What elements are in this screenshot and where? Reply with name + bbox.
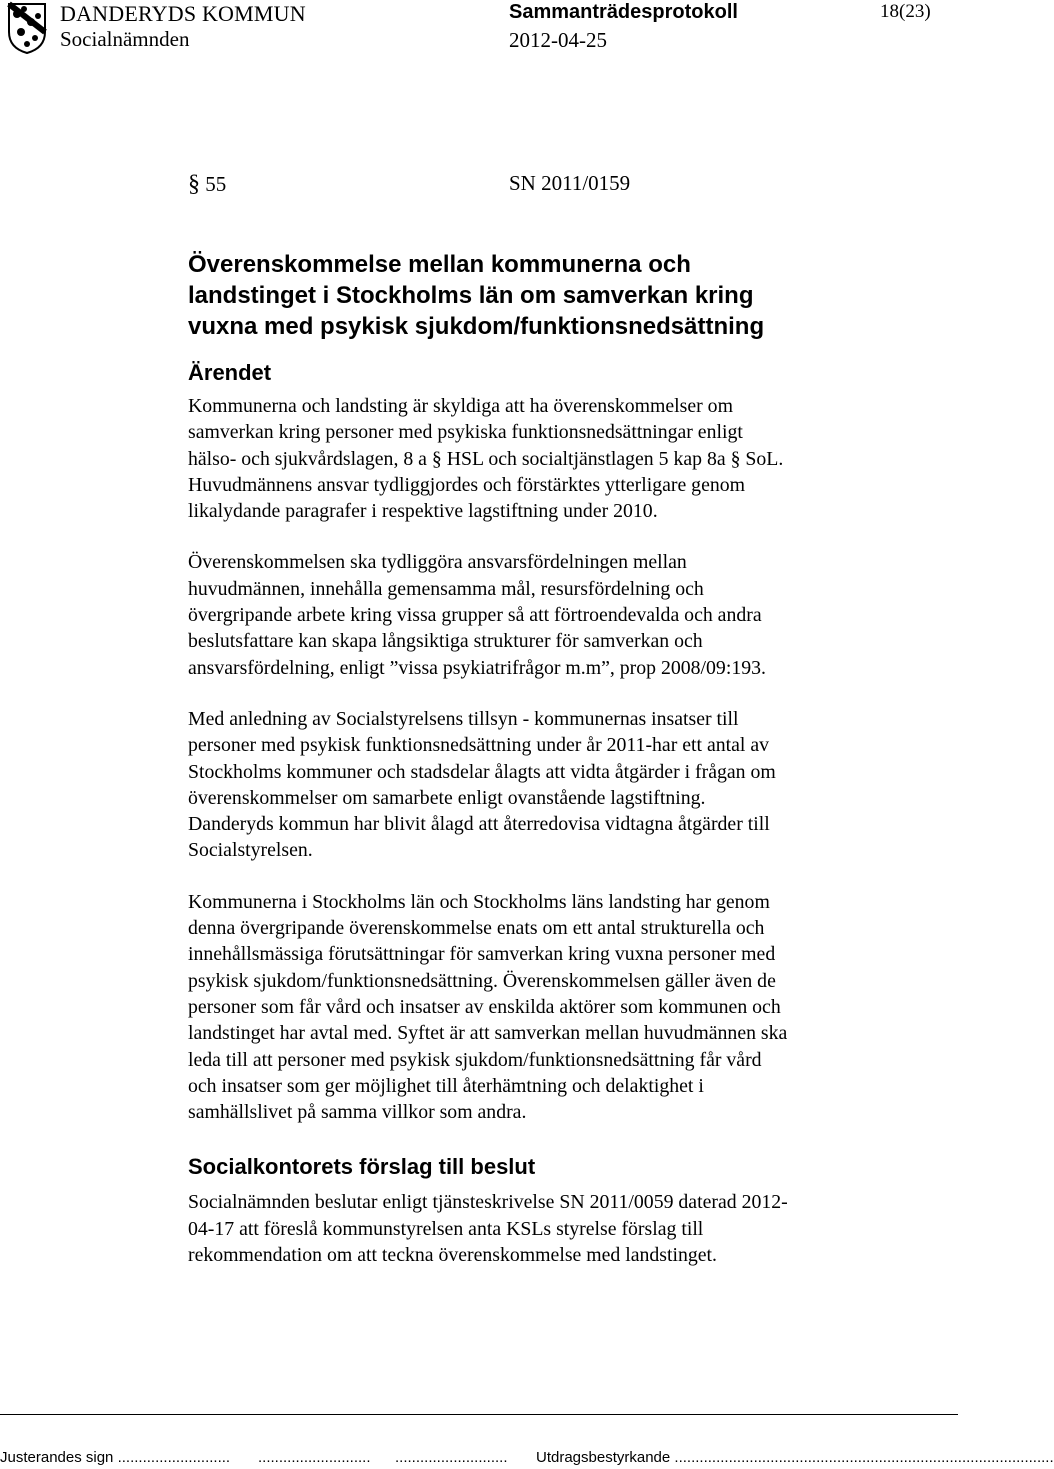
text-line: Huvudmännens ansvar tydliggjordes och förstärktes ytterligare genom — [188, 473, 746, 496]
text-line: Socialstyrelsen. — [188, 839, 313, 862]
text-line: 04-17 att föreslå kommunstyrelsen anta KSLs styrelse förslag till — [188, 1217, 704, 1240]
municipal-coat-of-arms-icon — [7, 2, 47, 54]
body-paragraph — [188, 889, 888, 1126]
text-line: personer med psykisk funktionsnedsättning under år 2011-har ett antal av — [188, 734, 770, 757]
text-line: Kommunerna och landsting är skyldiga att ha överenskommelser om — [188, 395, 733, 417]
text-line: psykisk sjukdom/funktionsnedsättning. Överenskommelsen gäller även de — [188, 969, 776, 992]
text-line: övergripande arbete kring vissa grupper så att förtroendevalda och andra — [188, 604, 762, 627]
text-line: ansvarsfördelning, enligt ”vissa psykiatrifrågor m.m”, prop 2008/09:193. — [188, 656, 766, 679]
text-line: samhällslivet på samma villkor som andra. — [188, 1101, 527, 1124]
case-number: SN 2011/0159 — [509, 171, 631, 195]
body-paragraph — [188, 706, 888, 864]
text-line: personer som får vård och insatser av enskilda aktörer som kommunen och — [188, 995, 781, 1018]
text-line: denna övergripande överenskommelse enats om ett antal strukturella och — [188, 917, 765, 940]
text-line: leda till att personer med psykisk sjukdom/funktionsnedsättning får vård — [188, 1048, 762, 1071]
title-line: Överenskommelse mellan kommunerna och — [188, 251, 691, 278]
paragraph-header — [188, 171, 631, 198]
text-line: landstinget har avtal med. Syftet är att samverkan mellan huvudmännen ska — [188, 1022, 788, 1045]
text-line: beslutsfattare kan skapa långsiktiga strukturer för samverkan och — [188, 630, 703, 653]
paragraph-symbol: § — [188, 171, 200, 197]
text-line: och insatser som ger möjlighet till återhämtning och delaktighet i — [188, 1074, 704, 1097]
text-line: Stockholms kommuner och stadsdelar ålagts att vidta åtgärder i frågan om — [188, 760, 776, 783]
text-line: Kommunerna i Stockholms län och Stockholms läns landsting har genom — [188, 890, 770, 913]
text-line: Socialnämnden beslutar enligt tjänsteskrivelse SN 2011/0059 daterad 2012- — [188, 1191, 788, 1214]
page-number: 18(23) — [880, 1, 931, 22]
justerandes-sign: Justerandes sign ........................... — [0, 1449, 231, 1466]
section-heading-arendet: Ärendet — [188, 360, 272, 385]
text-line: Med anledning av Socialstyrelsens tillsyn - kommunernas insatser till — [188, 707, 739, 730]
text-line: rekommendation om att teckna överenskommelse med landstinget. — [188, 1244, 718, 1267]
title-line: landstinget i Stockholms län om samverkan kring — [188, 282, 754, 309]
title-line: vuxna med psykisk sjukdom/funktionsnedsättning — [188, 313, 765, 340]
text-line: hälso- och sjukvårdslagen, 8 a § HSL och socialtjänstlagen 5 kap 8a § SoL. — [188, 447, 784, 470]
signature-dots: ........................... — [258, 1449, 371, 1466]
section-heading-forslag: Socialkontorets förslag till beslut — [188, 1154, 536, 1180]
text-line: överenskommelser om samarbete enligt ovanstående lagstiftning. — [188, 786, 706, 809]
text-line: likalydande paragrafer i respektive lagstiftning under 2010. — [188, 500, 658, 523]
document-type: Sammanträdesprotokoll — [509, 1, 738, 23]
text-line: innehållsmässiga förutsättningar för samverkan kring vuxna personer med — [188, 943, 776, 966]
page-title — [188, 249, 888, 342]
meeting-date: 2012-04-25 — [509, 28, 607, 52]
decision-paragraph — [188, 1189, 888, 1268]
department-name: Socialnämnden — [60, 27, 190, 51]
body-paragraph — [188, 393, 888, 524]
text-line: Överenskommelsen ska tydliggöra ansvarsfördelningen mellan — [188, 551, 687, 574]
signature-dots: ........................... — [395, 1449, 508, 1466]
organization-name: DANDERYDS KOMMUN — [60, 1, 306, 26]
text-line: Danderyds kommun har blivit ålagd att återredovisa vidtagna åtgärder till — [188, 813, 770, 836]
paragraph-number: 55 — [205, 172, 227, 196]
text-line: huvudmännen, innehålla gemensamma mål, resursfördelning och — [188, 577, 704, 600]
utdragsbestyrkande: Utdragsbestyrkande ........................................................................................... — [536, 1449, 1054, 1466]
body-paragraph — [188, 549, 888, 680]
text-line: samverkan kring personer med psykiska funktionsnedsättningar enligt — [188, 421, 743, 444]
footer-divider — [0, 1414, 958, 1415]
document-body — [188, 249, 888, 1268]
